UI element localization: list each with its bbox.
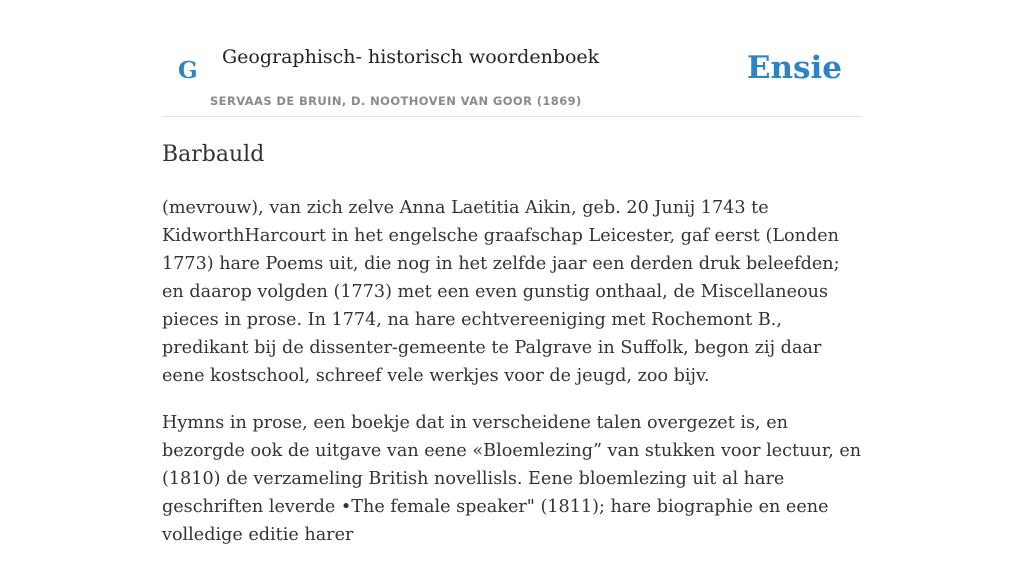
entry-title: Barbauld [162, 142, 265, 167]
entry-paragraph-2: Hymns in prose, een boekje dat in verscheidene talen overgezet is, en bezorgde ook de uitgave van eene «Bloemlezing” van stukken voor lectuur, en (1810) de verzameling British novellisls. Eene bloemlezing uit al hare geschriften leverde •The female speaker" (1811); hare biographie en eene volledige editie harer [162, 413, 862, 545]
ensie-logo[interactable]: Ensie [746, 50, 842, 86]
book-title-link[interactable]: Geographisch- historisch woordenboek [222, 46, 600, 68]
book-header [162, 36, 862, 117]
book-letter-icon[interactable]: G [178, 57, 198, 84]
entry-paragraph-1: (mevrouw), van zich zelve Anna Laetitia Aikin, geb. 20 Junij 1743 te KidworthHarcourt in het engelsche graafschap Leicester, gaf eerst (Londen 1773) hare Poems uit, die nog in het zelfde jaar een derden druk beleefden; en daarop volgden (1773) met een even gunstig onthaal, de Miscellaneous pieces in prose. In 1774, na hare echtvereeniging met Rochemont B., predikant bij de dissenter-gemeente te Palgrave in Suffolk, begon zij daar eene kostschool, schreef vele werkjes voor de jeugd, zoo bijv. [162, 198, 840, 386]
book-authors: SERVAAS DE BRUIN, D. NOOTHOVEN VAN GOOR (1869) [210, 94, 582, 108]
entry-content [162, 140, 862, 568]
